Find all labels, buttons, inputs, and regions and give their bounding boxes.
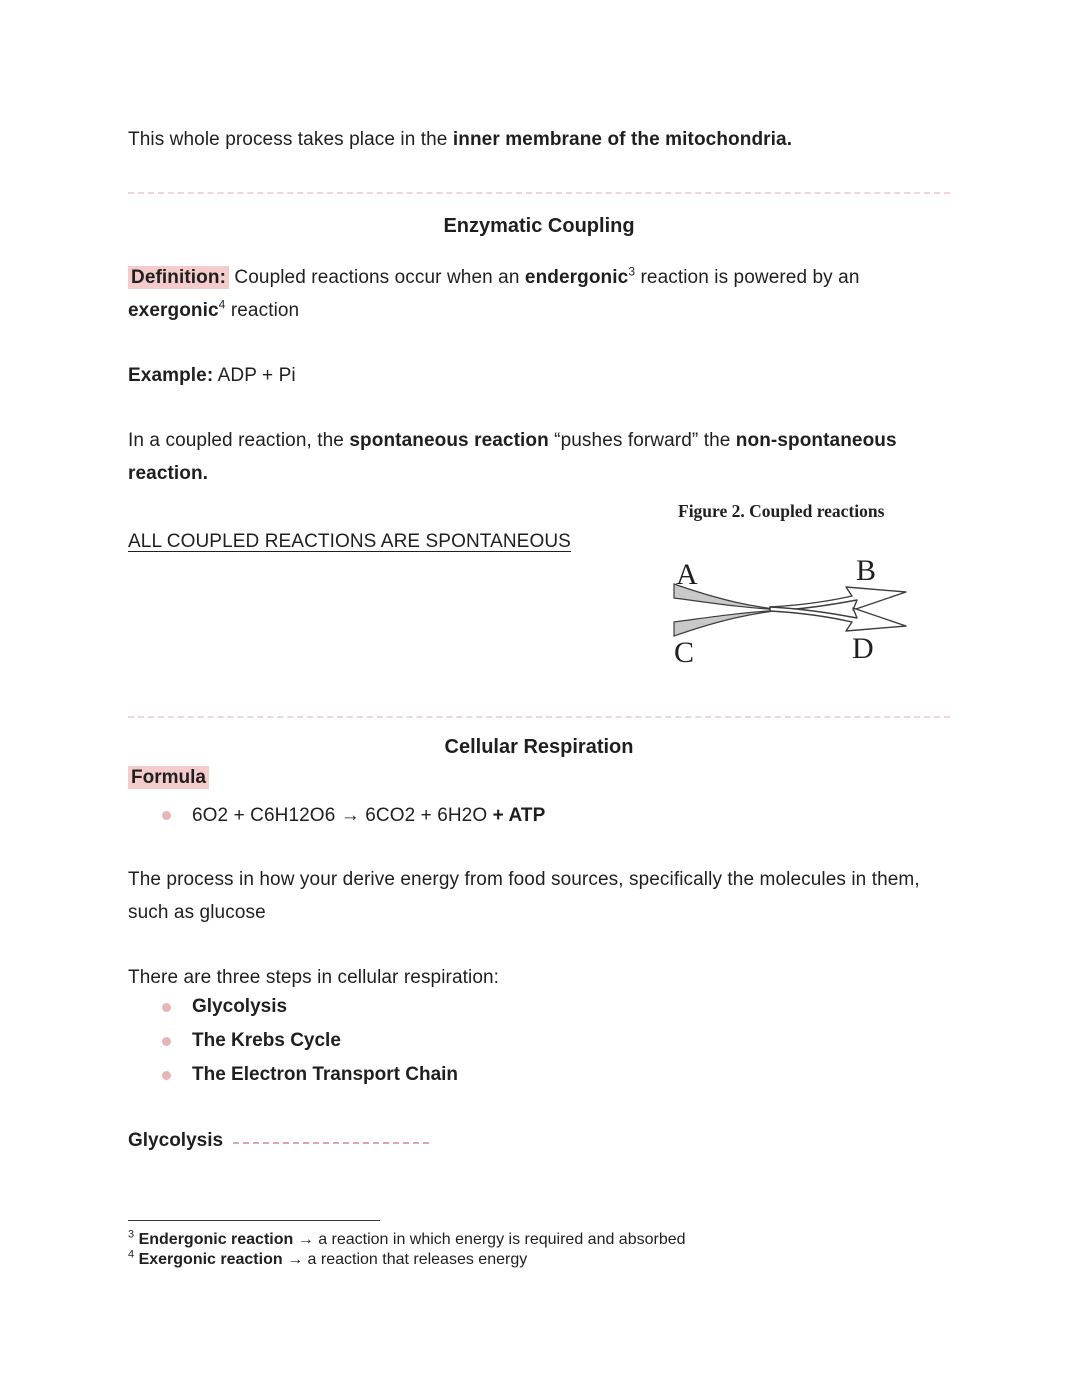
formula-regular: 6O2 + C6H12O6 → 6CO2 + 6H2O	[192, 805, 488, 826]
section-heading-enzymatic-coupling: Enzymatic Coupling	[443, 215, 635, 237]
list-item	[128, 1064, 828, 1086]
definition-text-mid: reaction is powered by an	[635, 267, 860, 288]
arrow-icon: →	[297, 1231, 314, 1248]
example-line	[128, 359, 958, 392]
intro-paragraph	[128, 123, 958, 156]
footnote-definition: a reaction that releases energy	[307, 1251, 528, 1268]
coupled-reaction-paragraph	[128, 424, 950, 490]
section-heading-cellular-respiration: Cellular Respiration	[444, 736, 634, 758]
section-divider	[128, 192, 950, 194]
figure-label-c: C	[674, 636, 695, 669]
definition-paragraph	[128, 261, 960, 327]
example-label: Example:	[128, 365, 214, 386]
arrow-icon: →	[287, 1251, 304, 1268]
footnote	[128, 1230, 888, 1251]
arrow-ribbon-from-a	[674, 584, 784, 610]
footnote-ref-4: 4	[218, 297, 226, 312]
bullet-icon	[162, 1037, 171, 1046]
step-krebs-cycle: The Krebs Cycle	[192, 1030, 341, 1051]
formula-label-row	[128, 767, 209, 789]
glycolysis-heading-row	[128, 1130, 628, 1152]
definition-text: Coupled reactions occur when an	[229, 267, 525, 288]
glycolysis-heading: Glycolysis	[128, 1130, 224, 1151]
footnote-term: Endergonic reaction	[138, 1231, 294, 1248]
bullet-icon	[162, 1003, 171, 1012]
intro-text: This whole process takes place in the	[128, 129, 453, 150]
formula-text	[192, 799, 545, 832]
bullet-icon	[162, 1071, 171, 1080]
arrow-to-b	[770, 587, 906, 611]
endergonic-term: endergonic	[524, 267, 629, 288]
steps-intro: There are three steps in cellular respiration:	[128, 967, 500, 988]
example-value: ADP + Pi	[217, 365, 296, 386]
pink-dash-rule	[233, 1142, 429, 1144]
coupled-text-mid: “pushes forward” the	[548, 430, 736, 451]
footnote-number: 3	[128, 1228, 135, 1241]
coupled-reactions-figure	[660, 580, 920, 640]
formula-bullet-item	[128, 799, 828, 832]
definition-text-end: reaction	[225, 300, 300, 321]
step-glycolysis: Glycolysis	[192, 996, 288, 1017]
footnote-term: Exergonic reaction	[138, 1251, 283, 1268]
footnote-number: 4	[128, 1248, 135, 1261]
formula-atp-bold: + ATP	[487, 805, 546, 826]
footnote-definition: a reaction in which energy is required and absorbed	[318, 1231, 686, 1248]
footnote-ref-3: 3	[628, 264, 636, 279]
footnote	[128, 1250, 888, 1271]
list-item	[128, 1030, 828, 1052]
footnote-separator	[128, 1220, 380, 1221]
figure-label-d: D	[852, 632, 874, 665]
arrow-to-d	[770, 607, 906, 631]
spontaneous-term: spontaneous reaction	[349, 430, 549, 451]
step-electron-transport-chain: The Electron Transport Chain	[192, 1064, 459, 1085]
respiration-description: The process in how your derive energy from food sources, specifically the molecules in them, such as glucose	[128, 869, 920, 923]
exergonic-term: exergonic	[128, 300, 219, 321]
figure-label-a: A	[676, 558, 698, 591]
figure-label-b: B	[856, 554, 877, 587]
definition-label-highlight: Definition:	[128, 266, 229, 289]
bullet-icon	[162, 811, 171, 820]
formula-label-highlight: Formula	[128, 766, 209, 789]
intro-text-bold: inner membrane of the mitochondria.	[452, 129, 793, 150]
list-item	[128, 996, 828, 1018]
arrow-ribbon-from-c	[674, 610, 784, 636]
coupled-text: In a coupled reaction, the	[128, 430, 350, 451]
non-spontaneous-term: non-spontaneous reaction.	[128, 430, 897, 484]
figure-caption: Figure 2. Coupled reactions	[678, 501, 885, 521]
section-divider	[128, 716, 950, 718]
all-coupled-note: ALL COUPLED REACTIONS ARE SPONTANEOUS	[128, 531, 571, 552]
